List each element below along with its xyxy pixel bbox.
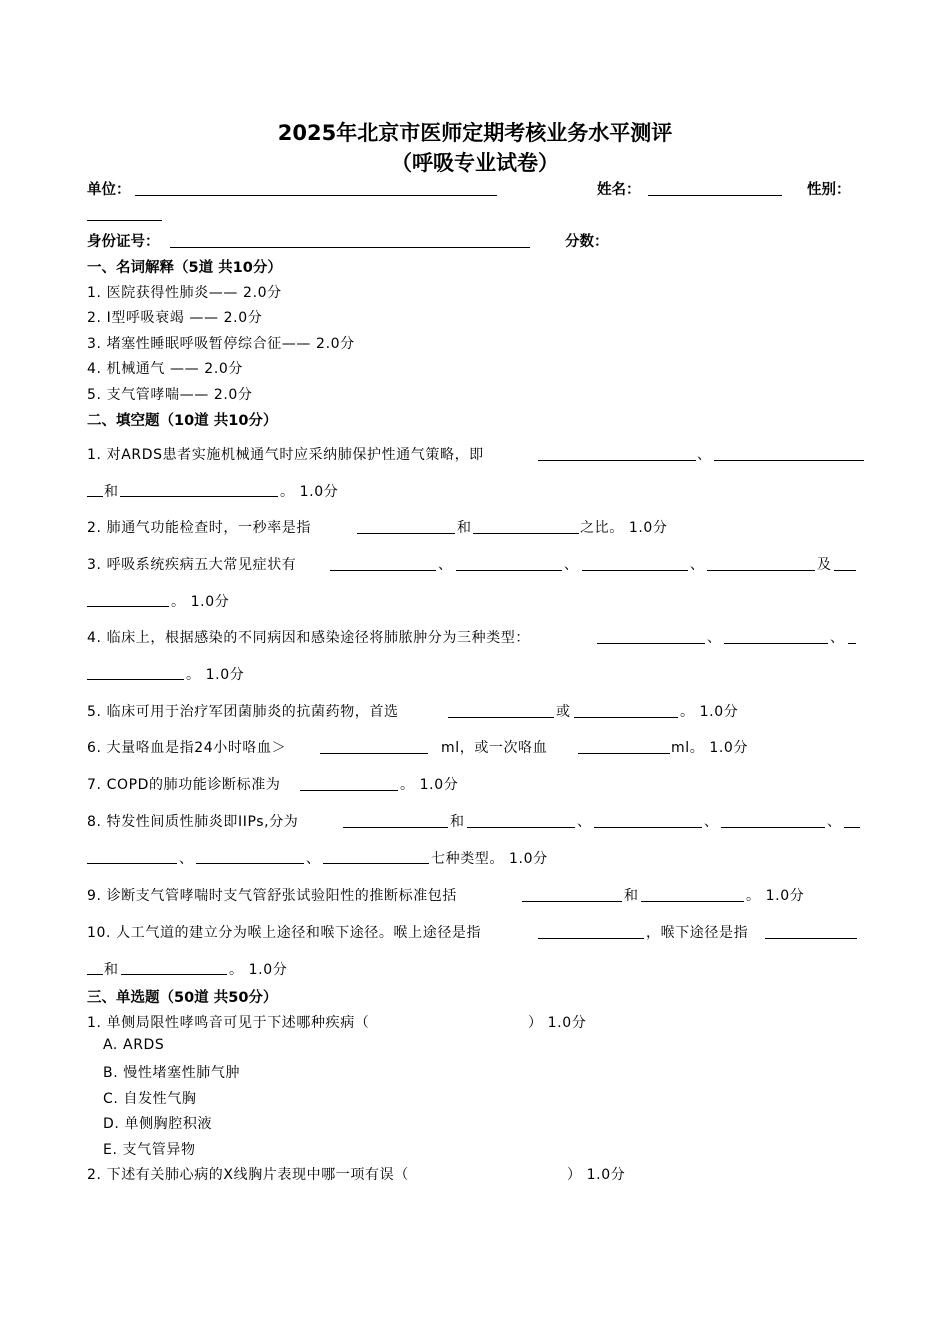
id-label: 身份证号： (87, 234, 160, 250)
blank[interactable] (724, 643, 828, 644)
blank[interactable] (456, 570, 562, 571)
separator: 和 (450, 814, 465, 830)
blank[interactable] (844, 827, 860, 828)
blank[interactable] (538, 938, 644, 939)
blank[interactable] (594, 827, 702, 828)
score-label: 分数： (565, 234, 609, 250)
name-label: 姓名： (597, 182, 641, 198)
mcq-option[interactable]: A. ARDS (103, 1037, 165, 1053)
exam-subtitle: （呼吸专业试卷） (391, 151, 559, 175)
blank[interactable] (473, 533, 579, 534)
term-item: 2. Ⅰ型呼吸衰竭 —— 2.0分 (87, 310, 263, 326)
points-label: 。 1.0分 (186, 667, 245, 683)
blank[interactable] (300, 790, 398, 791)
mcq-q1-points: ） 1.0分 (528, 1015, 587, 1031)
blank[interactable] (357, 533, 455, 534)
unit-field[interactable] (135, 195, 497, 196)
gender-label: 性别： (807, 182, 851, 198)
fill-q7-text: 7. COPD的肺功能诊断标准为 (87, 777, 281, 793)
points-label: 之比。 1.0分 (580, 520, 668, 536)
blank[interactable] (597, 643, 705, 644)
separator: 、 (564, 557, 579, 573)
blank[interactable] (343, 827, 448, 828)
term-item: 4. 机械通气 —— 2.0分 (87, 361, 243, 377)
fill-q2-text: 2. 肺通气功能检查时，一秒率是指 (87, 520, 312, 536)
mcq-option[interactable]: E. 支气管异物 (103, 1142, 196, 1158)
mcq-option[interactable]: C. 自发性气胸 (103, 1091, 197, 1107)
separator: 、 (438, 557, 453, 573)
separator: 和 (104, 962, 119, 978)
separator: 、 (690, 557, 705, 573)
points-label: 。 1.0分 (680, 704, 739, 720)
unit-label: 单位： (87, 182, 131, 198)
gender-field[interactable] (87, 220, 162, 221)
blank[interactable] (87, 496, 103, 497)
separator: 、 (707, 630, 722, 646)
separator: ml，或一次咯血 (441, 740, 548, 756)
term-item: 3. 堵塞性睡眠呼吸暂停综合征—— 2.0分 (87, 336, 355, 352)
fill-q1-text: 1. 对ARDS患者实施机械通气时应采纳肺保护性通气策略，即 (87, 447, 484, 463)
separator: 及 (817, 557, 832, 573)
section3-heading: 三、单选题（50道 共50分） (87, 990, 278, 1006)
points-label: 。 1.0分 (171, 594, 230, 610)
mcq-q2-points: ） 1.0分 (567, 1167, 626, 1183)
separator: 、 (697, 447, 712, 463)
term-item: 5. 支气管哮喘—— 2.0分 (87, 387, 253, 403)
blank[interactable] (323, 863, 429, 864)
mcq-q2-stem: 2. 下述有关肺心病的X线胸片表现中哪一项有误（ (87, 1167, 409, 1183)
blank[interactable] (87, 606, 169, 607)
term-item: 1. 医院获得性肺炎—— 2.0分 (87, 285, 282, 301)
blank[interactable] (578, 753, 670, 754)
blank[interactable] (765, 938, 857, 939)
points-label: 。 1.0分 (280, 484, 339, 500)
separator: ，喉下途径是指 (646, 925, 749, 941)
fill-q6-text: 6. 大量咯血是指24小时咯血＞ (87, 740, 287, 756)
section2-heading: 二、填空题（10道 共10分） (87, 413, 278, 429)
mcq-q1-stem: 1. 单侧局限性哮鸣音可见于下述哪种疾病（ (87, 1015, 370, 1031)
blank[interactable] (87, 679, 184, 680)
blank[interactable] (641, 901, 744, 902)
blank[interactable] (721, 827, 825, 828)
separator: 、 (830, 630, 845, 646)
section1-heading: 一、名词解释（5道 共10分） (87, 260, 282, 276)
blank[interactable] (574, 717, 678, 718)
blank[interactable] (448, 717, 554, 718)
exam-title: 2025年北京市医师定期考核业务水平测评 (277, 121, 673, 145)
fill-q3-text: 3. 呼吸系统疾病五大常见症状有 (87, 557, 297, 573)
blank[interactable] (120, 496, 278, 497)
blank[interactable] (848, 643, 856, 644)
separator: 、 (827, 814, 842, 830)
blank[interactable] (522, 901, 622, 902)
points-label: 七种类型。 1.0分 (431, 851, 548, 867)
fill-q4-text: 4. 临床上，根据感染的不同病因和感染途径将肺脓肿分为三种类型： (87, 630, 531, 646)
fill-q5-text: 5. 临床可用于治疗军团菌肺炎的抗菌药物，首选 (87, 704, 399, 720)
fill-q8-text: 8. 特发性间质性肺炎即IIPs,分为 (87, 814, 299, 830)
id-field[interactable] (170, 247, 530, 248)
fill-q10-text: 10. 人工气道的建立分为喉上途径和喉下途径。喉上途径是指 (87, 925, 482, 941)
blank[interactable] (121, 974, 227, 975)
blank[interactable] (87, 974, 103, 975)
points-label: 。 1.0分 (746, 888, 805, 904)
mcq-option[interactable]: B. 慢性堵塞性肺气肿 (103, 1065, 241, 1081)
separator: 、 (704, 814, 719, 830)
separator: 、 (306, 851, 321, 867)
blank[interactable] (707, 570, 815, 571)
blank[interactable] (834, 570, 856, 571)
blank[interactable] (330, 570, 436, 571)
separator: 、 (179, 851, 194, 867)
blank[interactable] (320, 753, 428, 754)
fill-q9-text: 9. 诊断支气管哮喘时支气管舒张试验阳性的推断标准包括 (87, 888, 458, 904)
blank[interactable] (87, 863, 177, 864)
name-field[interactable] (648, 195, 782, 196)
points-label: ml。 1.0分 (671, 740, 749, 756)
mcq-option[interactable]: D. 单侧胸腔积液 (103, 1116, 213, 1132)
separator: 和 (457, 520, 472, 536)
points-label: 。 1.0分 (400, 777, 459, 793)
blank[interactable] (467, 827, 575, 828)
separator: 或 (556, 704, 571, 720)
separator: 和 (104, 484, 119, 500)
blank[interactable] (538, 460, 696, 461)
blank[interactable] (196, 863, 304, 864)
points-label: 。 1.0分 (229, 962, 288, 978)
blank[interactable] (714, 460, 864, 461)
separator: 和 (624, 888, 639, 904)
separator: 、 (577, 814, 592, 830)
blank[interactable] (582, 570, 688, 571)
